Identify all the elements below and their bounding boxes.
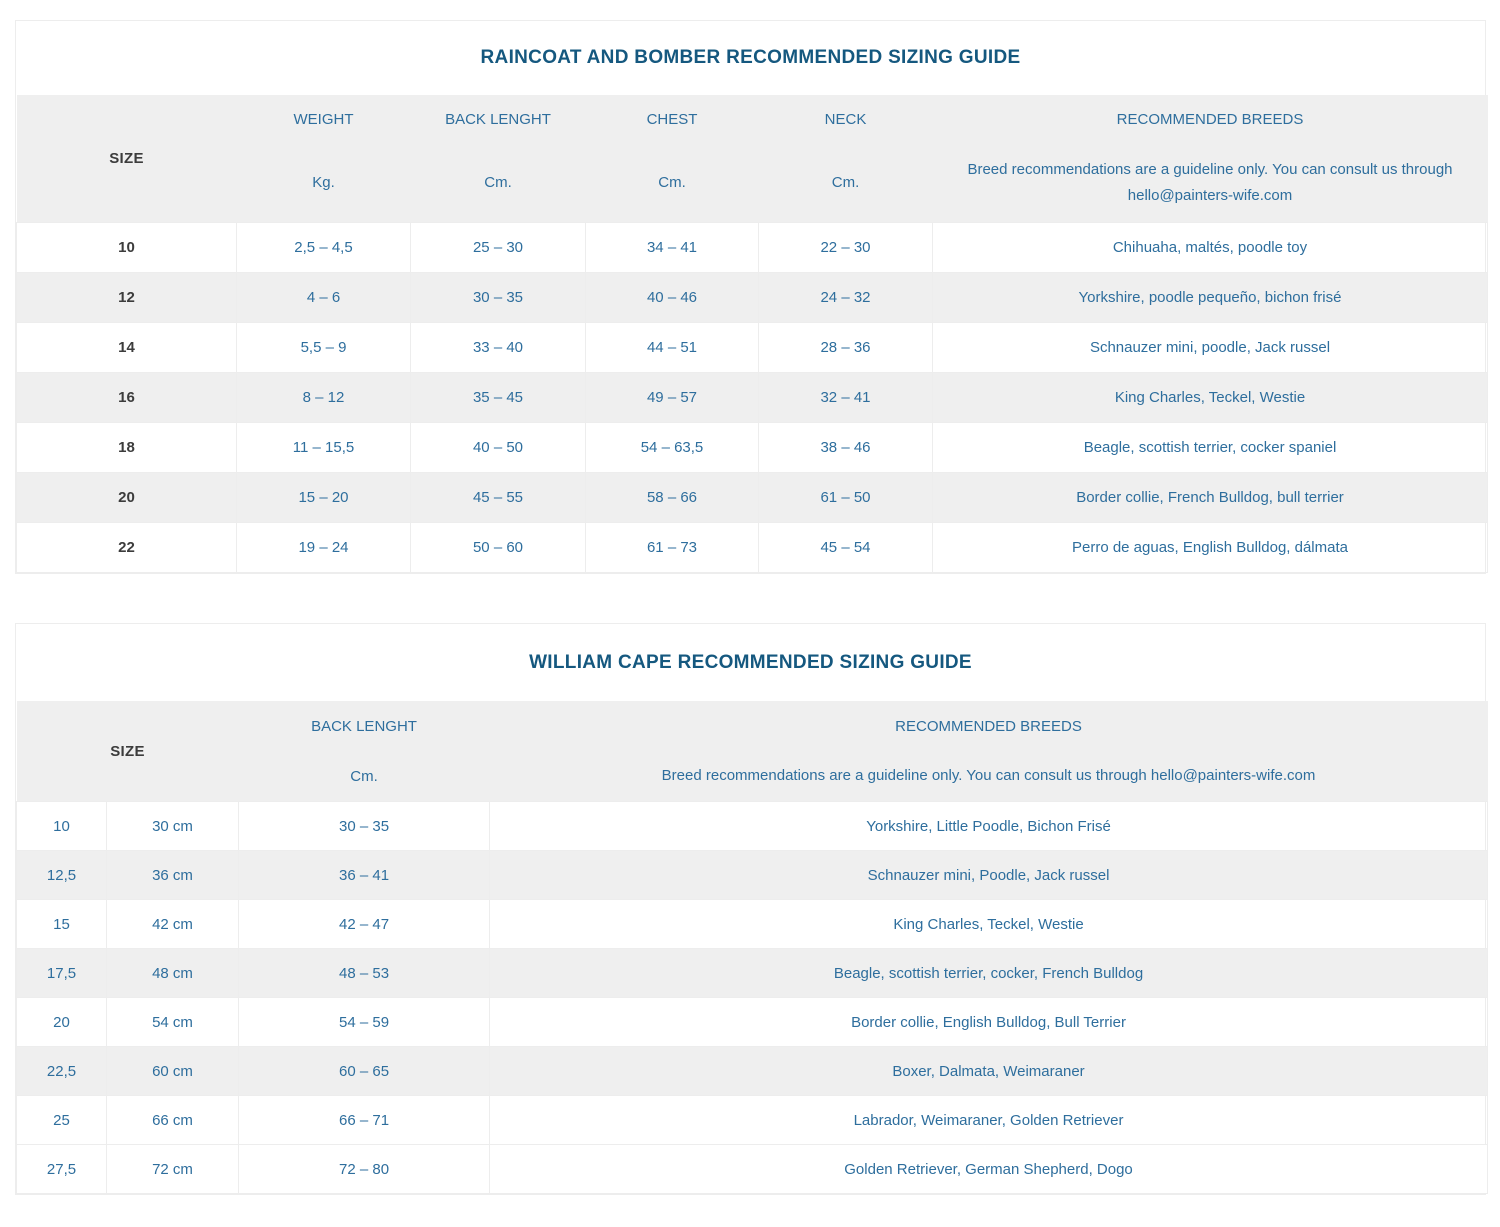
cell-size-cm: 42 cm: [107, 900, 239, 949]
breeds-column-header-cell: [933, 95, 1488, 223]
neck-column-unit: Cm.: [831, 174, 860, 191]
table-header: [17, 701, 1488, 802]
table-row: [17, 900, 1488, 949]
cell-breeds: Border collie, English Bulldog, Bull Terrier: [490, 998, 1488, 1047]
size-column-header-cell: [17, 701, 239, 802]
cell-size: 10: [17, 223, 237, 273]
header-row: [17, 701, 1488, 802]
cell-back-length: 40 – 50: [411, 423, 586, 473]
cell-breeds: Border collie, French Bulldog, bull terrier: [933, 473, 1488, 523]
cell-back-length: 48 – 53: [239, 949, 490, 998]
cell-back-length: 72 – 80: [239, 1145, 490, 1194]
table-row: [17, 223, 1488, 273]
cell-weight: 4 – 6: [237, 273, 411, 323]
table-row: [17, 473, 1488, 523]
cell-size-cm: 54 cm: [107, 998, 239, 1047]
cell-breeds: Boxer, Dalmata, Weimaraner: [490, 1047, 1488, 1096]
back-length-column-header: BACK LENGHT: [445, 110, 551, 128]
cell-breeds: Chihuaha, maltés, poodle toy: [933, 223, 1488, 273]
back-length-column-header-cell: [239, 701, 490, 802]
cell-neck: 61 – 50: [759, 473, 933, 523]
cell-chest: 40 – 46: [586, 273, 759, 323]
breeds-note: Breed recommendations are a guideline only. You can consult us through hello@painters-wife.com: [967, 160, 1453, 204]
cell-neck: 45 – 54: [759, 523, 933, 573]
table-row: [17, 523, 1488, 573]
neck-column-header-cell: [759, 95, 933, 223]
size-column-header: SIZE: [109, 150, 144, 167]
table-row: [17, 1047, 1488, 1096]
cell-size: 25: [17, 1096, 107, 1145]
cell-size-cm: 48 cm: [107, 949, 239, 998]
cell-chest: 49 – 57: [586, 373, 759, 423]
sizing-guides-page: [0, 20, 1500, 1195]
size-column-header: SIZE: [110, 742, 145, 760]
header-row: [17, 95, 1488, 223]
cell-neck: 32 – 41: [759, 373, 933, 423]
table-row: [17, 802, 1488, 851]
cell-size: 20: [17, 473, 237, 523]
chest-column-unit: Cm.: [658, 174, 686, 191]
cell-back-length: 54 – 59: [239, 998, 490, 1047]
cell-breeds: Schnauzer mini, Poodle, Jack russel: [490, 851, 1488, 900]
cell-weight: 15 – 20: [237, 473, 411, 523]
table-row: [17, 998, 1488, 1047]
cell-neck: 24 – 32: [759, 273, 933, 323]
cell-size: 18: [17, 423, 237, 473]
table-row: [17, 323, 1488, 373]
cell-size: 22: [17, 523, 237, 573]
cell-back-length: 45 – 55: [411, 473, 586, 523]
cell-chest: 58 – 66: [586, 473, 759, 523]
breeds-column-header: RECOMMENDED BREEDS: [895, 717, 1082, 735]
cell-breeds: Yorkshire, Little Poodle, Bichon Frisé: [490, 802, 1488, 851]
raincoat-bomber-sizing-table: [15, 20, 1486, 574]
cell-size: 22,5: [17, 1047, 107, 1096]
cell-chest: 61 – 73: [586, 523, 759, 573]
table-title: RAINCOAT AND BOMBER RECOMMENDED SIZING GUIDE: [480, 47, 1021, 68]
cell-breeds: Golden Retriever, German Shepherd, Dogo: [490, 1145, 1488, 1194]
cell-weight: 8 – 12: [237, 373, 411, 423]
sizing-table: [16, 701, 1488, 1194]
cell-size-cm: 36 cm: [107, 851, 239, 900]
cell-neck: 28 – 36: [759, 323, 933, 373]
breeds-column-header-cell: [490, 701, 1488, 802]
table-title: WILLIAM CAPE RECOMMENDED SIZING GUIDE: [529, 651, 972, 673]
table-row: [17, 373, 1488, 423]
weight-column-header-cell: [237, 95, 411, 223]
weight-column-unit: Kg.: [312, 174, 335, 191]
cell-size: 17,5: [17, 949, 107, 998]
chest-column-header-cell: [586, 95, 759, 223]
size-column-header-cell: [17, 95, 237, 223]
cell-chest: 44 – 51: [586, 323, 759, 373]
table-row: [17, 851, 1488, 900]
breeds-column-header: RECOMMENDED BREEDS: [1116, 110, 1304, 128]
cell-back-length: 66 – 71: [239, 1096, 490, 1145]
cell-breeds: King Charles, Teckel, Westie: [490, 900, 1488, 949]
cell-size-cm: 72 cm: [107, 1145, 239, 1194]
cell-chest: 54 – 63,5: [586, 423, 759, 473]
cell-size: 16: [17, 373, 237, 423]
cell-back-length: 30 – 35: [239, 802, 490, 851]
table-row: [17, 273, 1488, 323]
table-row: [17, 949, 1488, 998]
back-length-column-unit: Cm.: [350, 767, 378, 785]
cell-size-cm: 30 cm: [107, 802, 239, 851]
cell-size: 12,5: [17, 851, 107, 900]
table-row: [17, 423, 1488, 473]
cell-size: 14: [17, 323, 237, 373]
cell-size: 20: [17, 998, 107, 1047]
back-length-column-unit: Cm.: [484, 174, 512, 191]
chest-column-header: CHEST: [646, 110, 698, 128]
cell-size-cm: 66 cm: [107, 1096, 239, 1145]
cell-chest: 34 – 41: [586, 223, 759, 273]
cell-back-length: 33 – 40: [411, 323, 586, 373]
cell-weight: 19 – 24: [237, 523, 411, 573]
cell-weight: 11 – 15,5: [237, 423, 411, 473]
sizing-table: [16, 95, 1488, 573]
cell-breeds: Schnauzer mini, poodle, Jack russel: [933, 323, 1488, 373]
cell-size: 15: [17, 900, 107, 949]
table-row: [17, 1096, 1488, 1145]
cell-size: 10: [17, 802, 107, 851]
cell-back-length: 25 – 30: [411, 223, 586, 273]
cell-back-length: 30 – 35: [411, 273, 586, 323]
cell-back-length: 60 – 65: [239, 1047, 490, 1096]
cell-breeds: Beagle, scottish terrier, cocker spaniel: [933, 423, 1488, 473]
cell-back-length: 35 – 45: [411, 373, 586, 423]
cell-back-length: 42 – 47: [239, 900, 490, 949]
cell-back-length: 36 – 41: [239, 851, 490, 900]
cell-size: 27,5: [17, 1145, 107, 1194]
cell-breeds: Labrador, Weimaraner, Golden Retriever: [490, 1096, 1488, 1145]
neck-column-header: NECK: [824, 110, 867, 128]
cell-weight: 2,5 – 4,5: [237, 223, 411, 273]
table-header: [17, 95, 1488, 223]
cell-neck: 38 – 46: [759, 423, 933, 473]
william-cape-sizing-table: [15, 623, 1486, 1195]
cell-size: 12: [17, 273, 237, 323]
table-body: [17, 802, 1488, 1194]
breeds-note: Breed recommendations are a guideline only. You can consult us through hello@painters-wife.com: [661, 767, 1316, 784]
weight-column-header: WEIGHT: [293, 110, 354, 128]
cell-breeds: King Charles, Teckel, Westie: [933, 373, 1488, 423]
table-body: [17, 223, 1488, 573]
cell-weight: 5,5 – 9: [237, 323, 411, 373]
cell-back-length: 50 – 60: [411, 523, 586, 573]
cell-size-cm: 60 cm: [107, 1047, 239, 1096]
cell-neck: 22 – 30: [759, 223, 933, 273]
cell-breeds: Perro de aguas, English Bulldog, dálmata: [933, 523, 1488, 573]
back-length-column-header: BACK LENGHT: [311, 717, 417, 735]
cell-breeds: Yorkshire, poodle pequeño, bichon frisé: [933, 273, 1488, 323]
cell-breeds: Beagle, scottish terrier, cocker, French Bulldog: [490, 949, 1488, 998]
back-length-column-header-cell: [411, 95, 586, 223]
table-row: [17, 1145, 1488, 1194]
